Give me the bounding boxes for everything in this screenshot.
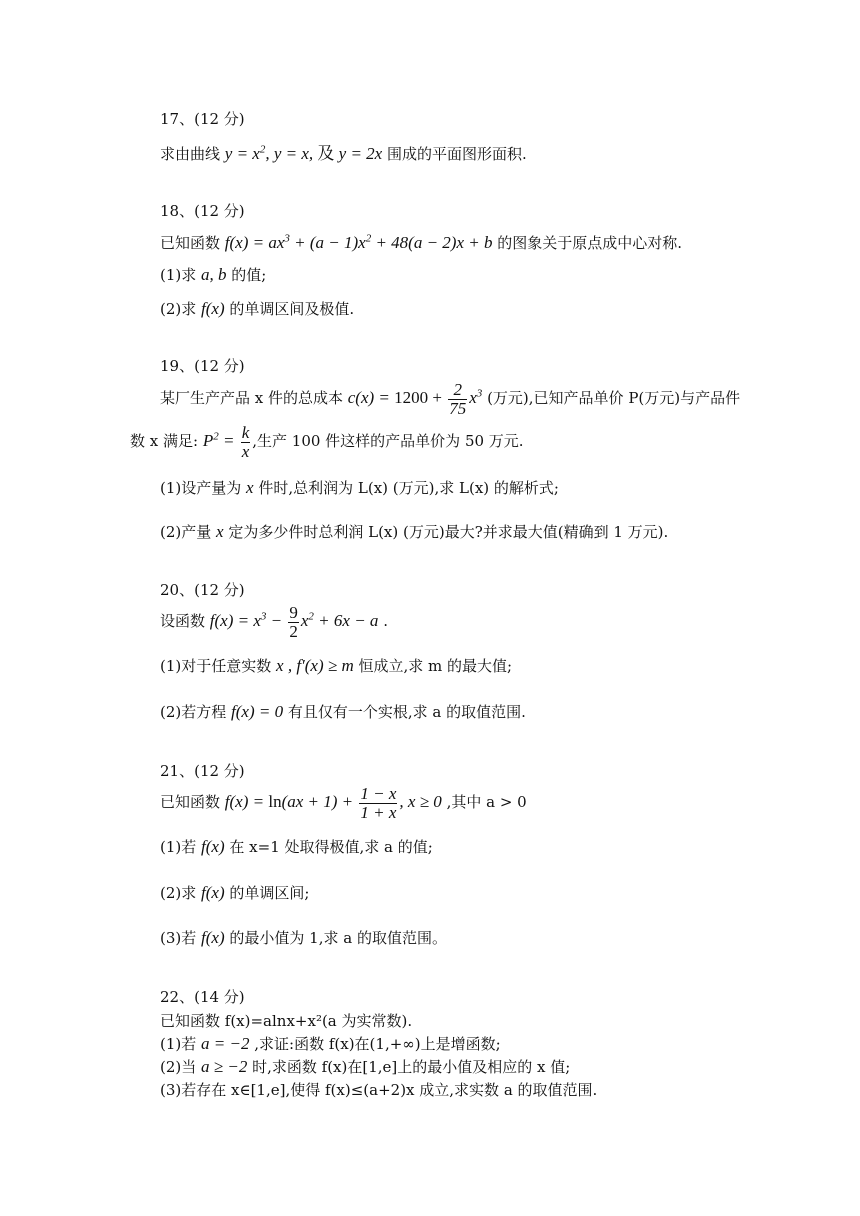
math-expression: x (216, 522, 224, 541)
problem-22-part-2: (2)当 a ≥ −2 时,求函数 f(x)在[1,e]上的最小值及相应的 x 值; (160, 1057, 571, 1076)
math-expression: x , f′(x) ≥ m (276, 656, 354, 675)
fraction: $\frac{k}{x}$ (241, 422, 250, 461)
problem-19-part-1: (1)设产量为 x 件时,总利润为 L(x) (万元),求 L(x) 的解析式; (160, 478, 559, 497)
problem-20-part-2: (2)若方程 f(x) = 0 有且仅有一个实根,求 a 的取值范围. (160, 702, 526, 721)
math-expression: f(x) = 0 (231, 702, 284, 721)
problem-19-header: 19、(12 分) (160, 357, 245, 375)
math-expression: a, b (201, 265, 227, 284)
problem-18-header: 18、(12 分) (160, 202, 245, 220)
problem-17-text: 求由曲线 $y = x^2$, y = x, 及 y = 2x 围成的平面图形面积. (160, 143, 527, 163)
problem-21-part-2: (2)求 f(x) 的单调区间; (160, 883, 310, 902)
problem-22-text: 已知函数 f(x)=alnx+x²(a 为实常数). (160, 1012, 413, 1030)
math-expression: $P^2$ = $\frac{k}{x}$ (202, 422, 250, 461)
problem-20-text: 设函数 $f(x) = x^3$ − $\frac{9}{2}$ $x^2 + 6x - a$ . (160, 602, 388, 641)
math-expression: $y = x^2$, y = x, 及 y = 2x (224, 143, 383, 163)
fraction: $\frac{9}{2}$ (289, 602, 298, 641)
math-expression: x (246, 478, 254, 497)
problem-21-text: 已知函数 f(x) = ln(ax + 1) + $\frac{1 - x}{1 + x}$ , x ≥ 0 ,其中 a > 0 (160, 783, 527, 822)
fraction: $\frac{2}{75}$ (449, 379, 467, 418)
problem-21-part-3: (3)若 f(x) 的最小值为 1,求 a 的取值范围。 (160, 928, 447, 947)
math-expression: a = −2 (201, 1034, 250, 1053)
problem-20-part-1: (1)对于任意实数 x , f′(x) ≥ m 恒成立,求 m 的最大值; (160, 656, 513, 675)
problem-22-header: 22、(14 分) (160, 988, 245, 1006)
math-expression: f(x) (201, 883, 225, 902)
fraction: $\frac{1 - x}{1 + x}$ (360, 783, 397, 822)
problem-18-text: 已知函数 $f(x) = ax^3 + (a - 1)x^2 + 48(a - 2)x + b$ 的图象关于原点成中心对称. (160, 232, 683, 252)
math-expression: f(x) (201, 299, 225, 318)
problem-20-header: 20、(12 分) (160, 581, 245, 599)
problem-19-part-2: (2)产量 x 定为多少件时总利润 L(x) (万元)最大?并求最大值(精确到 1 万元). (160, 522, 669, 541)
math-expression: $f(x) = x^3$ − $\frac{9}{2}$ $x^2 + 6x - a$ (209, 602, 379, 641)
math-expression: f(x) (201, 837, 225, 856)
math-expression: f(x) (201, 928, 225, 947)
problem-17-header: 17、(12 分) (160, 110, 245, 128)
problem-18-part-2: (2)求 f(x) 的单调区间及极值. (160, 299, 355, 318)
math-expression: $f(x) = ax^3 + (a - 1)x^2 + 48(a - 2)x + b$ (224, 232, 493, 252)
problem-18-part-1: (1)求 a, b 的值; (160, 265, 267, 284)
problem-19-text-cont: 数 x 满足: $P^2$ = $\frac{k}{x}$ ,生产 100 件这样的产品单价为 50 万元. (130, 422, 524, 461)
problem-21-header: 21、(12 分) (160, 762, 245, 780)
problem-22-part-1: (1)若 a = −2 ,求证:函数 f(x)在(1,+∞)上是增函数; (160, 1034, 501, 1053)
problem-21-part-1: (1)若 f(x) 在 x=1 处取得极值,求 a 的值; (160, 837, 433, 856)
problem-19-text: 某厂生产产品 x 件的总成本 c(x) = 1200 + $\frac{2}{75}$ $x^3$ (万元),已知产品单价 P(万元)与产品件 (160, 379, 741, 418)
math-expression: f(x) = ln(ax + 1) + $\frac{1 - x}{1 + x}$ , x ≥ 0 (224, 783, 442, 822)
math-expression: c(x) = 1200 + $\frac{2}{75}$ $x^3$ (347, 379, 483, 418)
problem-22-part-3: (3)若存在 x∈[1,e],使得 f(x)≤(a+2)x 成立,求实数 a 的取值范围. (160, 1081, 598, 1099)
math-expression: a ≥ −2 (201, 1057, 248, 1076)
